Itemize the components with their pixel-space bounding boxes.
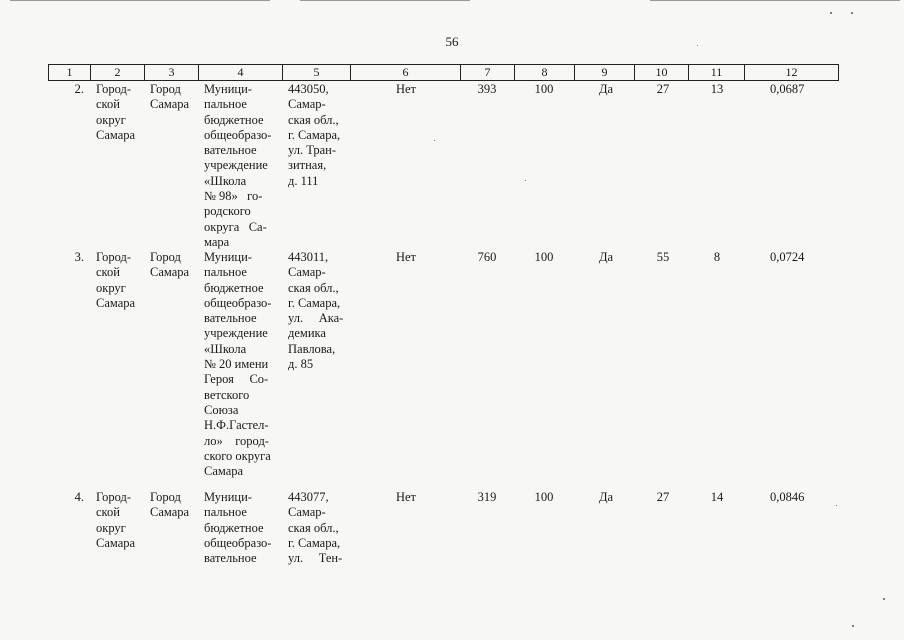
column-header-row bbox=[49, 65, 839, 81]
scan-speck bbox=[434, 140, 435, 141]
page-number: 56 bbox=[445, 34, 459, 49]
address-line: зитная, bbox=[288, 158, 327, 173]
address-line: д. 111 bbox=[288, 173, 319, 188]
row-number: 4. bbox=[74, 490, 84, 504]
scan-speck bbox=[883, 598, 885, 600]
institution-line: Н.Ф.Гастел- bbox=[204, 418, 269, 433]
scan-edge-line bbox=[650, 0, 900, 1]
address-line: Самар- bbox=[288, 265, 326, 280]
address-line: Самар- bbox=[288, 505, 326, 520]
institution-line: Муници- bbox=[204, 82, 252, 96]
col6-cell: Нет bbox=[395, 490, 417, 504]
address-line: 443011, bbox=[288, 250, 329, 264]
institution-line: общеобразо- bbox=[204, 295, 272, 310]
col10-cell: 27 bbox=[656, 82, 670, 96]
institution-line: родского bbox=[204, 204, 251, 219]
city-line: Самара bbox=[150, 505, 190, 520]
col9-cell: Да bbox=[598, 82, 614, 96]
city-line: Самара bbox=[150, 265, 190, 280]
col10-cell: 55 bbox=[656, 250, 670, 264]
column-header: 4 bbox=[199, 65, 283, 81]
col7-cell: 319 bbox=[477, 490, 497, 504]
district-line: Самара bbox=[96, 127, 136, 142]
address-cell bbox=[288, 82, 350, 189]
col9-cell: Да bbox=[598, 250, 614, 264]
institution-line: бюджетное bbox=[204, 112, 264, 127]
column-header: 8 bbox=[515, 65, 575, 81]
column-header: 5 bbox=[283, 65, 351, 81]
column-header: 6 bbox=[351, 65, 461, 81]
column-header: 12 bbox=[745, 65, 839, 81]
address-line: демика bbox=[288, 326, 326, 341]
district-line: округ bbox=[96, 112, 126, 127]
address-line: Павлова, bbox=[288, 341, 336, 356]
address-cell bbox=[288, 490, 350, 566]
scan-speck bbox=[830, 12, 832, 14]
address-line: г. Самара, bbox=[288, 127, 341, 142]
institution-line: вательное bbox=[204, 551, 257, 566]
institution-line: пальное bbox=[204, 97, 247, 112]
scan-edge-line bbox=[300, 0, 470, 1]
column-header: 1 bbox=[49, 65, 91, 81]
address-cell bbox=[288, 250, 350, 372]
institution-line: ветского bbox=[204, 387, 250, 402]
institution-line: Самара bbox=[204, 464, 244, 479]
col12-cell: 0,0724 bbox=[770, 250, 805, 264]
scan-speck bbox=[852, 625, 854, 627]
institution-line: № 98» го- bbox=[204, 189, 263, 204]
col8-cell: 100 bbox=[534, 490, 554, 504]
address-line: г. Самара, bbox=[288, 295, 341, 310]
institution-line: общеобразо- bbox=[204, 127, 272, 142]
district-cell bbox=[96, 490, 144, 551]
col10-cell: 27 bbox=[656, 490, 670, 504]
institution-line: № 20 имени bbox=[204, 357, 269, 372]
column-header: 3 bbox=[145, 65, 199, 81]
scan-speck bbox=[836, 505, 837, 506]
district-line: Самара bbox=[96, 295, 136, 310]
district-line: округ bbox=[96, 520, 126, 535]
city-line: Город bbox=[150, 250, 181, 264]
address-line: ул. Ака- bbox=[288, 311, 344, 326]
address-line: ская обл., bbox=[288, 280, 339, 295]
district-line: Самара bbox=[96, 535, 136, 550]
institution-line: пальное bbox=[204, 265, 247, 280]
address-line: ул. Тран- bbox=[288, 143, 336, 158]
institution-line: «Школа bbox=[204, 341, 247, 356]
district-cell bbox=[96, 250, 144, 311]
col12-cell: 0,0687 bbox=[770, 82, 805, 96]
city-cell bbox=[150, 490, 200, 521]
column-header-table bbox=[48, 64, 839, 81]
address-line: д. 85 bbox=[288, 357, 314, 372]
institution-line: общеобразо- bbox=[204, 535, 272, 550]
institution-line: пальное bbox=[204, 505, 247, 520]
column-header: 2 bbox=[91, 65, 145, 81]
institution-line: Муници- bbox=[204, 250, 252, 264]
district-line: округ bbox=[96, 280, 126, 295]
col11-cell: 14 bbox=[710, 490, 724, 504]
institution-cell bbox=[204, 250, 278, 479]
city-cell bbox=[150, 82, 200, 113]
institution-line: округа Са- bbox=[204, 219, 267, 234]
institution-line: Союза bbox=[204, 402, 239, 417]
row-number: 3. bbox=[74, 250, 84, 264]
institution-line: вательное bbox=[204, 311, 257, 326]
district-line: ской bbox=[96, 97, 120, 112]
city-line: Город bbox=[150, 490, 181, 504]
institution-line: бюджетное bbox=[204, 280, 264, 295]
col6-cell: Нет bbox=[395, 82, 417, 96]
col9-cell: Да bbox=[598, 490, 614, 504]
institution-line: ло» город- bbox=[204, 433, 269, 448]
city-line: Самара bbox=[150, 97, 190, 112]
address-line: ская обл., bbox=[288, 112, 339, 127]
institution-line: учреждение bbox=[204, 158, 268, 173]
district-cell bbox=[96, 82, 144, 143]
scan-speck bbox=[697, 45, 698, 46]
institution-cell bbox=[204, 82, 278, 250]
scan-speck bbox=[525, 180, 526, 181]
col11-cell: 13 bbox=[710, 82, 724, 96]
institution-line: Героя Со- bbox=[204, 372, 269, 387]
address-line: ул. Тен- bbox=[288, 551, 343, 566]
institution-line: Муници- bbox=[204, 490, 252, 504]
address-line: ская обл., bbox=[288, 520, 339, 535]
address-line: г. Самара, bbox=[288, 535, 341, 550]
district-line: ской bbox=[96, 505, 120, 520]
col8-cell: 100 bbox=[534, 82, 554, 96]
column-header: 7 bbox=[461, 65, 515, 81]
institution-line: учреждение bbox=[204, 326, 268, 341]
address-line: 443077, bbox=[288, 490, 329, 504]
col7-cell: 393 bbox=[477, 82, 497, 96]
city-cell bbox=[150, 250, 200, 281]
district-line: Город- bbox=[96, 250, 132, 264]
col8-cell: 100 bbox=[534, 250, 554, 264]
address-line: Самар- bbox=[288, 97, 326, 112]
city-line: Город bbox=[150, 82, 181, 96]
col6-cell: Нет bbox=[395, 250, 417, 264]
address-line: 443050, bbox=[288, 82, 329, 96]
scan-edge-line bbox=[10, 0, 270, 1]
institution-line: мара bbox=[204, 234, 230, 249]
institution-cell bbox=[204, 490, 278, 566]
institution-line: вательное bbox=[204, 143, 257, 158]
scan-speck bbox=[851, 12, 853, 14]
row-number: 2. bbox=[74, 82, 84, 96]
district-line: Город- bbox=[96, 490, 132, 504]
column-header: 11 bbox=[689, 65, 745, 81]
institution-line: «Школа bbox=[204, 173, 247, 188]
district-line: ской bbox=[96, 265, 120, 280]
col12-cell: 0,0846 bbox=[770, 490, 805, 504]
column-header: 9 bbox=[575, 65, 635, 81]
col7-cell: 760 bbox=[477, 250, 497, 264]
institution-line: бюджетное bbox=[204, 520, 264, 535]
column-header: 10 bbox=[635, 65, 689, 81]
institution-line: ского округа bbox=[204, 448, 271, 463]
col11-cell: 8 bbox=[713, 250, 721, 264]
district-line: Город- bbox=[96, 82, 132, 96]
